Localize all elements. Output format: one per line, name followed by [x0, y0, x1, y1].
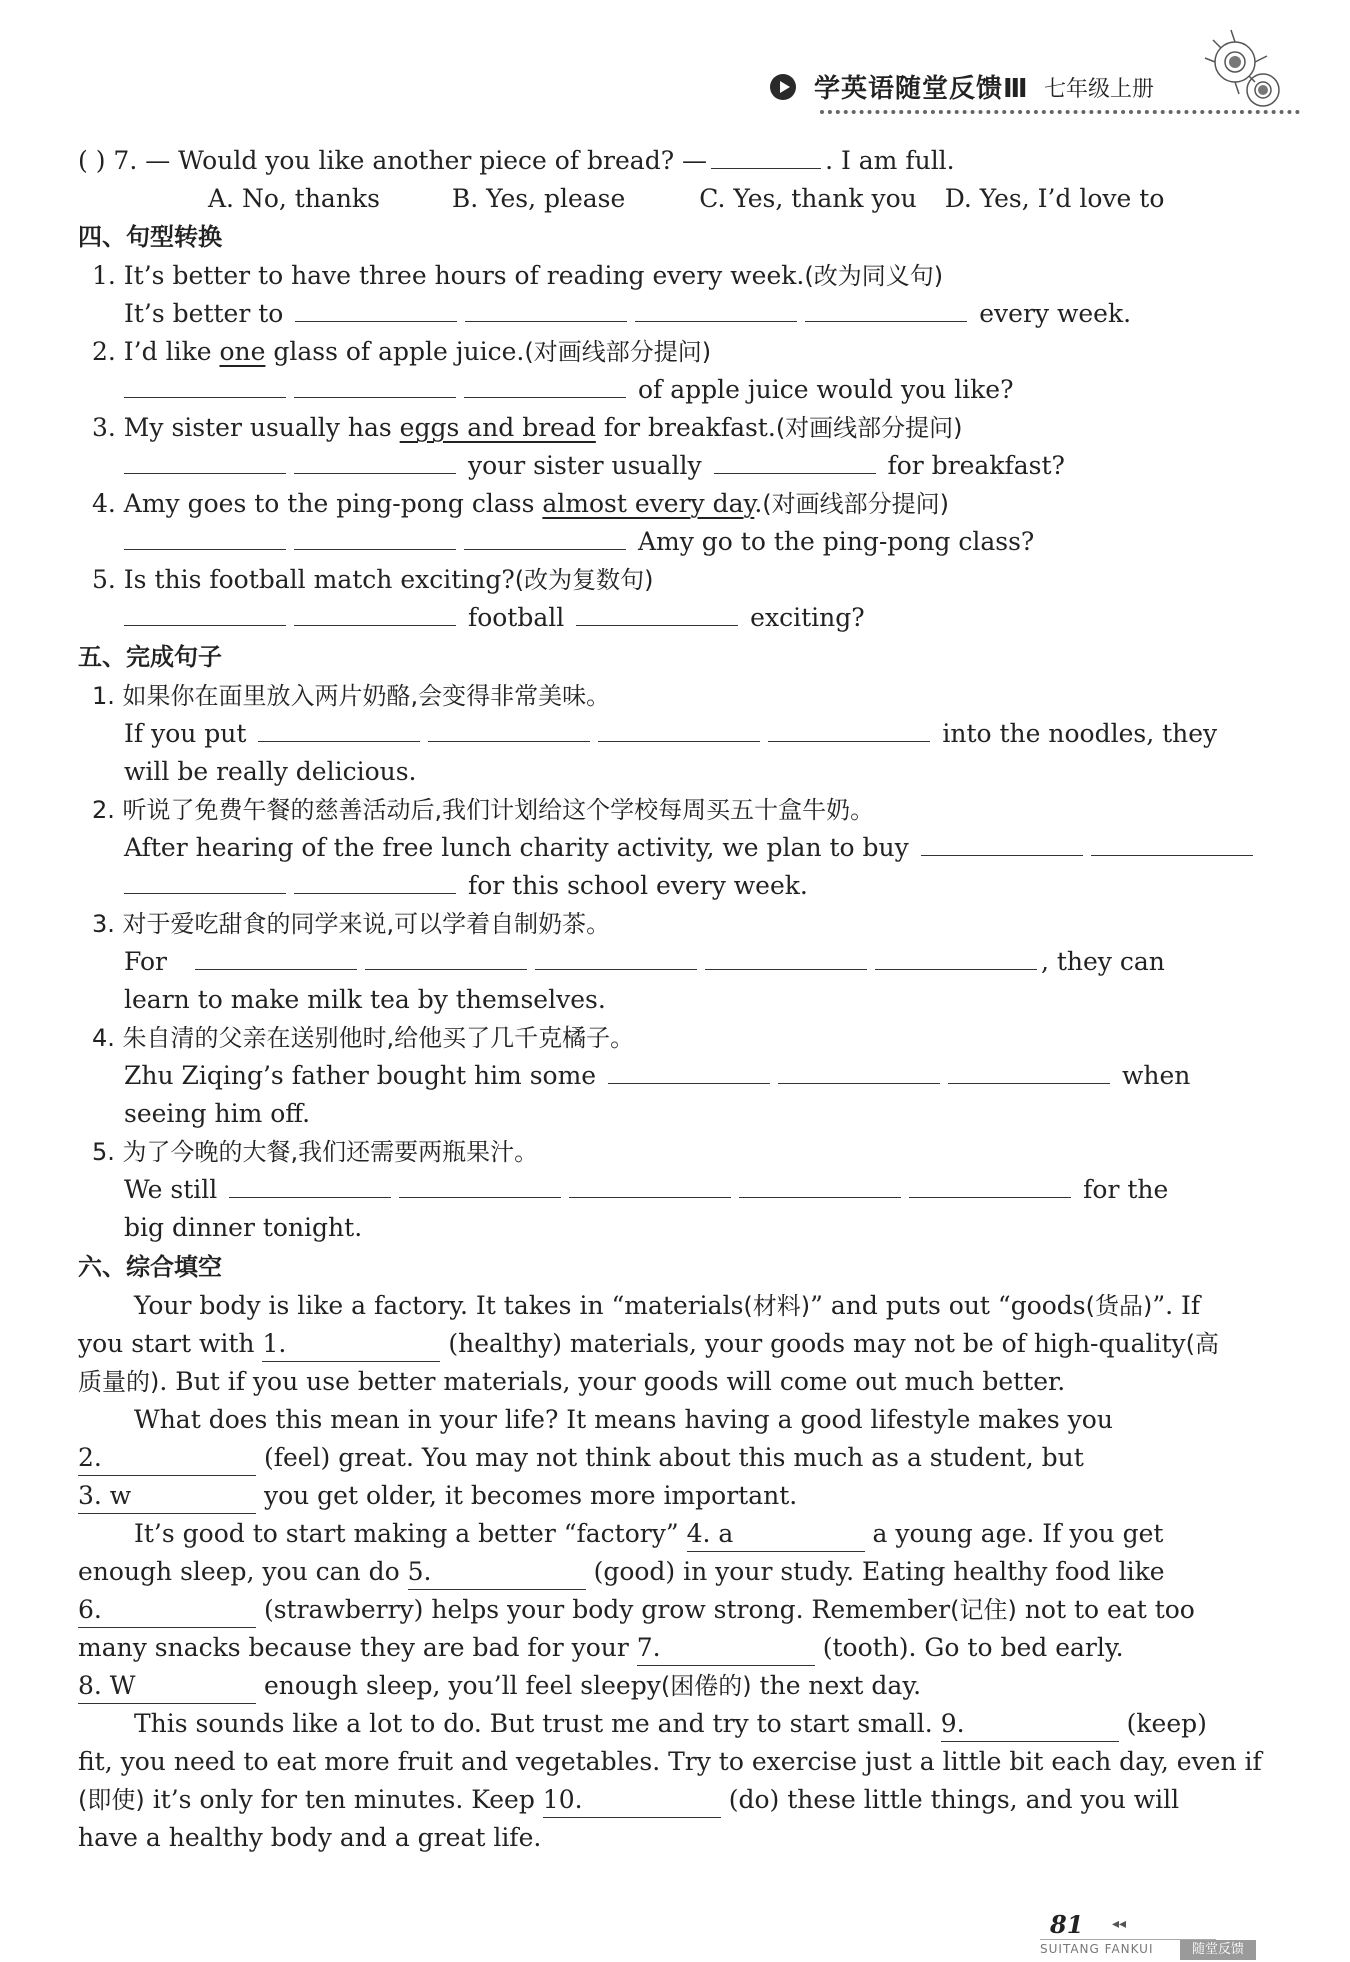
- s5-item-3-cont: learn to make milk tea by themselves.: [124, 985, 606, 1014]
- answer-blank[interactable]: [464, 525, 626, 550]
- blank-4[interactable]: 4. a: [687, 1517, 865, 1552]
- s5-item-2-cn: 2. 听说了免费午餐的慈善活动后,我们计划给这个学校每周买五十盒牛奶。: [92, 796, 875, 824]
- s4-item-3-answer: [124, 449, 1065, 483]
- passage-text: This sounds like a lot to do. But trust me and try to start small.: [134, 1709, 933, 1738]
- section-6-title: 六、综合填空: [78, 1253, 222, 1281]
- answer-blank[interactable]: [295, 297, 457, 322]
- answer-blank[interactable]: [294, 449, 456, 474]
- passage-text: not to eat too: [1024, 1595, 1195, 1624]
- passage-line: What does this mean in your life? It means having a good lifestyle makes you: [134, 1405, 1113, 1434]
- passage-text: (do) these little things, and you will: [728, 1785, 1180, 1814]
- blank-6[interactable]: 6.: [78, 1593, 256, 1628]
- answer-blank[interactable]: [576, 601, 738, 626]
- header-subtitle: 七年级上册: [1044, 77, 1155, 102]
- passage-text: Your body is like a factory. It takes in “materials: [134, 1291, 744, 1320]
- passage-line: [78, 1631, 1124, 1666]
- answer-blank[interactable]: [948, 1059, 1110, 1084]
- s4-i3-pre: 3. My sister usually has: [92, 413, 392, 442]
- s4-i5-mid: football: [467, 603, 565, 632]
- passage-line: [134, 1707, 1207, 1742]
- answer-blank[interactable]: [805, 297, 967, 322]
- s5-item-4-answer: [124, 1059, 1190, 1093]
- s5-i1-pre: If you put: [124, 719, 247, 748]
- passage-line: fit, you need to eat more fruit and vegetables. Try to exercise just a little bit each day, even if: [78, 1747, 1262, 1776]
- passage-gloss: (高: [1185, 1330, 1220, 1358]
- passage-text: (strawberry) helps your body grow strong. Remember: [263, 1595, 951, 1624]
- s5-item-1-cn: 1. 如果你在面里放入两片奶酪,会变得非常美味。: [92, 682, 611, 710]
- s5-i2-post: for this school every week.: [467, 871, 808, 900]
- s5-i3-pre: For: [124, 947, 167, 976]
- s4-i3-answer-post: for breakfast?: [887, 451, 1065, 480]
- answer-blank[interactable]: [124, 601, 286, 626]
- answer-blank[interactable]: [465, 297, 627, 322]
- passage-line: [134, 1517, 1163, 1552]
- s4-i2-post: glass of apple juice.: [273, 337, 525, 366]
- answer-blank[interactable]: [124, 449, 286, 474]
- answer-blank[interactable]: [294, 601, 456, 626]
- passage-text: enough sleep, you can do: [78, 1557, 400, 1586]
- s5-item-3-cn: 3. 对于爱吃甜食的同学来说,可以学着自制奶茶。: [92, 910, 611, 938]
- blank-9[interactable]: 9.: [941, 1707, 1119, 1742]
- s4-i4-answer-text: Amy go to the ping-pong class?: [637, 527, 1035, 556]
- passage-line: [78, 1669, 921, 1704]
- passage-text: a young age. If you get: [872, 1519, 1164, 1548]
- answer-blank[interactable]: [294, 525, 456, 550]
- answer-blank[interactable]: [124, 373, 286, 398]
- s5-item-4-cont: seeing him off.: [124, 1099, 311, 1128]
- passage-line: [78, 1479, 797, 1514]
- s4-item-4: [92, 487, 949, 521]
- s4-item-5-answer: [124, 601, 865, 635]
- passage-text: (tooth). Go to bed early.: [822, 1633, 1124, 1662]
- footer-english-label: SUITANG FANKUI: [1040, 1942, 1154, 1956]
- blank-1[interactable]: 1.: [262, 1327, 440, 1362]
- answer-blank[interactable]: [399, 1173, 561, 1198]
- s4-item-1: [92, 259, 943, 293]
- blank-5[interactable]: 5.: [408, 1555, 586, 1590]
- passage-text: it’s only for ten minutes. Keep: [152, 1785, 535, 1814]
- answer-blank[interactable]: [464, 373, 626, 398]
- answer-blank[interactable]: [778, 1059, 940, 1084]
- blank-7[interactable]: 7.: [637, 1631, 815, 1666]
- s5-item-3-answer: [124, 945, 1165, 979]
- s4-i3-instruction: (对画线部分提问): [775, 414, 963, 442]
- s5-item-5-answer: [124, 1173, 1168, 1207]
- answer-blank[interactable]: [714, 449, 876, 474]
- s4-i3-post: for breakfast.: [603, 413, 776, 442]
- answer-blank[interactable]: [635, 297, 797, 322]
- answer-blank[interactable]: [711, 144, 821, 169]
- answer-blank[interactable]: [739, 1173, 901, 1198]
- s5-i4-post: when: [1122, 1061, 1191, 1090]
- s4-i1-instruction: (改为同义句): [804, 262, 944, 290]
- s5-item-1-cont: will be really delicious.: [124, 757, 417, 786]
- passage-line: [78, 1783, 1179, 1818]
- answer-blank[interactable]: [124, 525, 286, 550]
- s4-i3-mid: your sister usually: [467, 451, 702, 480]
- s4-i2-instruction: (对画线部分提问): [524, 338, 712, 366]
- s4-i1-text: 1. It’s better to have three hours of reading every week.: [92, 261, 805, 290]
- s4-item-1-answer: [124, 297, 1131, 331]
- s4-item-2: [92, 335, 711, 369]
- passage-text: enough sleep, you’ll feel sleepy: [263, 1671, 661, 1700]
- s4-i3-underlined: eggs and bread: [399, 413, 596, 442]
- answer-paren: ( ): [78, 146, 106, 175]
- answer-blank[interactable]: [229, 1173, 391, 1198]
- s5-item-5-cont: big dinner tonight.: [124, 1213, 363, 1242]
- s4-item-4-answer: [124, 525, 1034, 559]
- answer-blank[interactable]: [909, 1173, 1071, 1198]
- blank-8[interactable]: 8. W: [78, 1669, 256, 1704]
- passage-text: ”. If: [1152, 1291, 1201, 1320]
- passage-text: (keep): [1126, 1709, 1207, 1738]
- s5-i2-text: After hearing of the free lunch charity activity, we plan to buy: [124, 833, 909, 862]
- answer-blank[interactable]: [258, 717, 420, 742]
- s4-i2-pre: 2. I’d like: [92, 337, 212, 366]
- option-c[interactable]: C. Yes, thank you: [699, 184, 917, 213]
- answer-blank[interactable]: [608, 1059, 770, 1084]
- passage-text: the next day.: [759, 1671, 922, 1700]
- s5-i5-post: for the: [1083, 1175, 1169, 1204]
- s4-i5-post: exciting?: [750, 603, 865, 632]
- double-arrow-icon: ◂◂: [1112, 1916, 1127, 1932]
- blank-2[interactable]: 2.: [78, 1441, 256, 1476]
- passage-text: you get older, it becomes more important.: [263, 1481, 798, 1510]
- s5-i5-pre: We still: [124, 1175, 218, 1204]
- passage-gloss: (材料): [743, 1292, 811, 1320]
- passage-line: [78, 1441, 1084, 1476]
- passage-text: (healthy) materials, your goods may not be of high-quality: [448, 1329, 1186, 1358]
- option-d[interactable]: D. Yes, I’d love to: [944, 184, 1165, 213]
- passage-line: [78, 1555, 1165, 1590]
- footer-bar: [1040, 1940, 1260, 1960]
- passage-gloss: (记住): [950, 1596, 1017, 1624]
- q7-stem-end: . I am full.: [825, 146, 955, 175]
- passage-gloss: 质量的): [78, 1368, 160, 1396]
- passage-text: many snacks because they are bad for your: [78, 1633, 629, 1662]
- s5-i3-post: , they can: [1040, 947, 1165, 976]
- answer-blank[interactable]: [768, 717, 930, 742]
- s4-item-5: [92, 563, 654, 597]
- passage-text: (feel) great. You may not think about this much as a student, but: [263, 1443, 1084, 1472]
- s4-i4-underlined: almost every day: [542, 489, 755, 518]
- s4-i1-pre: It’s better to: [124, 299, 284, 328]
- option-b[interactable]: B. Yes, please: [451, 184, 626, 213]
- answer-blank[interactable]: [294, 373, 456, 398]
- passage-text: . But if you use better materials, your goods will come out much better.: [159, 1367, 1066, 1396]
- s4-i5-text: 5. Is this football match exciting?: [92, 565, 515, 594]
- answer-blank[interactable]: [705, 945, 867, 970]
- passage-gloss: (货品): [1085, 1292, 1153, 1320]
- s5-item-1-answer: [124, 717, 1217, 751]
- answer-blank[interactable]: [294, 869, 456, 894]
- section-5-title: 五、完成句子: [78, 643, 222, 671]
- passage-line: [134, 1289, 1200, 1323]
- answer-blank[interactable]: [598, 717, 760, 742]
- passage-text: (good) in your study. Eating healthy food like: [593, 1557, 1165, 1586]
- s4-i4-instruction: (对画线部分提问): [762, 490, 949, 518]
- s5-item-5-cn: 5. 为了今晚的大餐,我们还需要两瓶果汁。: [92, 1138, 539, 1166]
- passage-line: [78, 1593, 1195, 1628]
- blank-3[interactable]: 3. w: [78, 1479, 256, 1514]
- sunflower-decoration-icon: [1195, 20, 1295, 120]
- s4-item-2-answer: [124, 373, 1014, 407]
- answer-blank[interactable]: [1091, 831, 1253, 856]
- passage-line: [78, 1365, 1065, 1399]
- s5-item-4-cn: 4. 朱自清的父亲在送别他时,给他买了几千克橘子。: [92, 1024, 635, 1052]
- passage-text: ” and puts out “goods: [810, 1291, 1086, 1320]
- s4-i1-post: every week.: [979, 299, 1132, 328]
- s4-item-3: [92, 411, 963, 445]
- answer-blank[interactable]: [535, 945, 697, 970]
- s5-item-2-cont: [124, 869, 808, 903]
- question-7: [78, 144, 955, 178]
- page-number: 81: [1050, 1910, 1084, 1939]
- answer-blank[interactable]: [428, 717, 590, 742]
- q7-options: [208, 182, 1164, 216]
- s4-i2-answer-text: of apple juice would you like?: [637, 375, 1014, 404]
- section-4-title: 四、句型转换: [78, 223, 222, 251]
- answer-blank[interactable]: [569, 1173, 731, 1198]
- answer-blank[interactable]: [124, 869, 286, 894]
- answer-blank[interactable]: [875, 945, 1037, 970]
- answer-blank[interactable]: [365, 945, 527, 970]
- answer-blank[interactable]: [195, 945, 357, 970]
- blank-10[interactable]: 10.: [543, 1783, 721, 1818]
- header-brand: 学英语随堂反馈Ⅲ: [814, 74, 1029, 104]
- s5-i4-pre: Zhu Ziqing’s father bought him some: [124, 1061, 597, 1090]
- answer-blank[interactable]: [921, 831, 1083, 856]
- passage-gloss: (即使): [78, 1786, 145, 1814]
- s4-i4-pre: 4. Amy goes to the ping-pong class: [92, 489, 535, 518]
- s4-i5-instruction: (改为复数句): [514, 566, 654, 594]
- q7-stem: 7. — Would you like another piece of bread? —: [113, 146, 708, 175]
- s5-item-2-answer: [124, 831, 1257, 865]
- passage-text: It’s good to start making a better “factory”: [134, 1519, 679, 1548]
- s4-i4-post: .: [754, 489, 763, 518]
- passage-line: [78, 1327, 1219, 1362]
- option-a[interactable]: A. No, thanks: [208, 184, 380, 213]
- passage-text: you start with: [78, 1329, 255, 1358]
- passage-line: have a healthy body and a great life.: [78, 1823, 542, 1852]
- footer-tag: 随堂反馈: [1180, 1940, 1256, 1960]
- play-icon: [770, 74, 796, 100]
- s5-i1-post: into the noodles, they: [942, 719, 1218, 748]
- passage-gloss: (困倦的): [660, 1672, 752, 1700]
- s4-i2-underlined: one: [219, 337, 266, 366]
